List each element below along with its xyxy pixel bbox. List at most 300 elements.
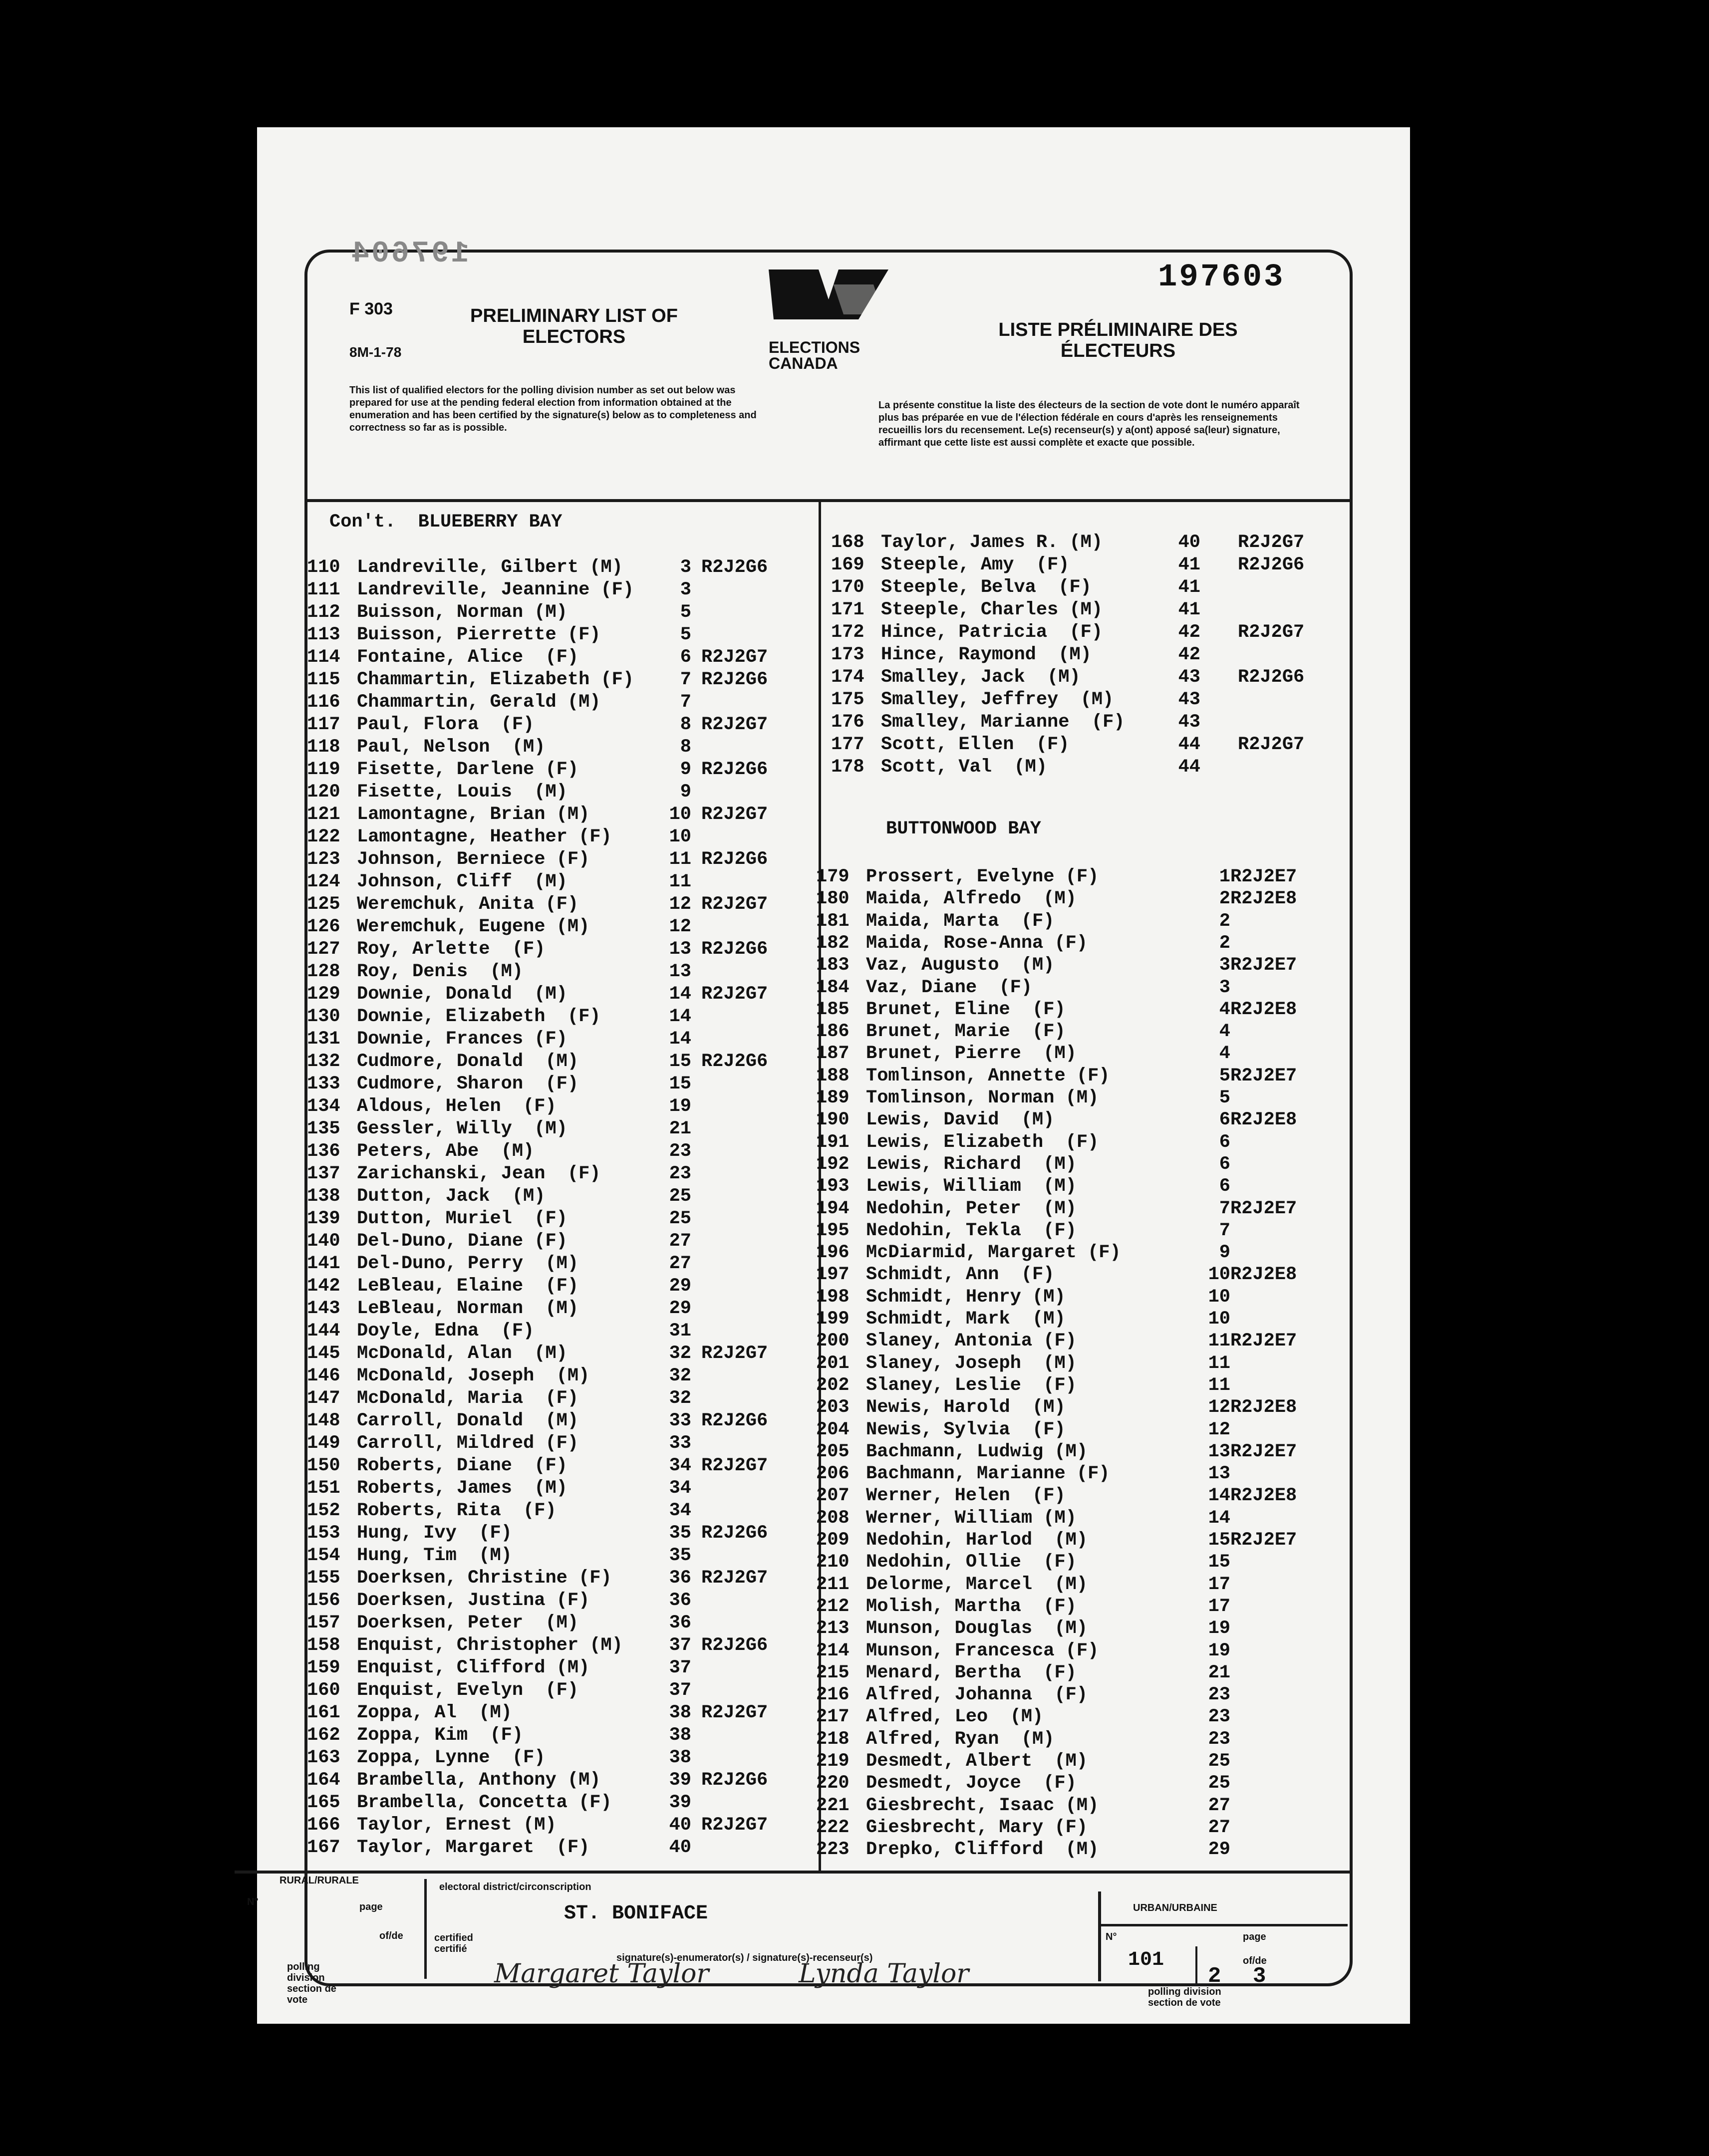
elector-postal-code: R2J2G7	[701, 894, 768, 915]
elector-poll-number: 3	[680, 557, 691, 578]
elector-number: 111	[307, 579, 340, 600]
elector-name: Zoppa, Lynne (F)	[357, 1747, 546, 1768]
elector-name: Giesbrecht, Isaac (M)	[866, 1795, 1099, 1816]
elector-poll-number: 4	[1219, 1043, 1230, 1065]
elector-name: Delorme, Marcel (M)	[866, 1574, 1088, 1595]
elector-name: Johnson, Berniece (F)	[357, 849, 590, 870]
elector-number: 125	[307, 894, 340, 915]
elector-poll-number: 11	[1208, 1331, 1230, 1352]
elector-name: Alfred, Johanna (F)	[866, 1684, 1088, 1706]
elector-name: Alfred, Leo (M)	[866, 1706, 1044, 1728]
elector-poll-number: 40	[669, 1815, 691, 1836]
elector-number: 181	[816, 910, 850, 932]
intro-text-english: This list of qualified electors for the polling division number as set out below was prepared for use at the pending federal election from information obtained at the enumeration and has been certified by the signature(s) below as to completeness and correctness so far as is possible.	[349, 385, 757, 433]
elector-number: 155	[307, 1568, 340, 1589]
elector-poll-number: 38	[669, 1702, 691, 1723]
right-column-heading: BUTTONWOOD BAY	[886, 818, 1041, 839]
elector-poll-number: 43	[1178, 712, 1200, 733]
elector-number: 129	[307, 984, 340, 1005]
elector-number: 121	[307, 804, 340, 825]
elector-name: Johnson, Cliff (M)	[357, 871, 568, 892]
elector-number: 194	[816, 1198, 850, 1219]
elector-name: Dutton, Jack (M)	[357, 1186, 546, 1207]
urban-box-left	[1098, 1891, 1101, 1981]
elector-name: Del-Duno, Diane (F)	[357, 1231, 568, 1252]
elector-poll-number: 4	[1219, 1021, 1230, 1043]
elector-number: 180	[816, 888, 850, 910]
elector-name: Schmidt, Mark (M)	[866, 1309, 1066, 1330]
elector-postal-code: R2J2E8	[1230, 888, 1297, 910]
elector-poll-number: 11	[1208, 1374, 1230, 1396]
urban-box-top	[1098, 1924, 1348, 1926]
elector-poll-number: 5	[680, 602, 691, 623]
elector-name: Roberts, Diane (F)	[357, 1455, 568, 1476]
elector-number: 158	[307, 1635, 340, 1656]
elector-name: Munson, Francesca (F)	[866, 1640, 1099, 1661]
elector-poll-number: 27	[1208, 1817, 1230, 1838]
elector-number: 207	[816, 1485, 850, 1507]
elector-poll-number: 37	[669, 1657, 691, 1678]
elector-number: 205	[816, 1441, 850, 1462]
title-english: PRELIMINARY LIST OF ELECTORS	[470, 305, 678, 347]
elector-poll-number: 29	[669, 1276, 691, 1297]
elector-number: 176	[831, 712, 864, 733]
elector-poll-number: 6	[1219, 1153, 1230, 1175]
elector-poll-number: 25	[669, 1186, 691, 1207]
elector-poll-number: 23	[1208, 1706, 1230, 1728]
elector-number: 162	[307, 1725, 340, 1746]
elector-number: 202	[816, 1374, 850, 1396]
elector-number: 195	[816, 1220, 850, 1241]
elector-name: Lewis, Elizabeth (F)	[866, 1131, 1099, 1153]
elector-name: Vaz, Diane (F)	[866, 977, 1033, 998]
elector-poll-number: 10	[1208, 1309, 1230, 1330]
elector-name: Taylor, Ernest (M)	[357, 1815, 557, 1836]
elector-poll-number: 39	[669, 1792, 691, 1813]
elector-number: 161	[307, 1702, 340, 1723]
elector-poll-number: 27	[669, 1231, 691, 1252]
elector-postal-code: R2J2G7	[701, 1702, 768, 1723]
elector-number: 128	[307, 961, 340, 982]
form-number: F 303	[349, 299, 393, 318]
elector-name: Weremchuk, Anita (F)	[357, 894, 579, 915]
elector-name: Werner, Helen (F)	[866, 1485, 1066, 1507]
elector-number: 165	[307, 1792, 340, 1813]
elector-poll-number: 15	[1208, 1552, 1230, 1573]
elector-number: 131	[307, 1029, 340, 1050]
elector-postal-code: R2J2E7	[1230, 1530, 1297, 1551]
elector-poll-number: 6	[1219, 1131, 1230, 1153]
elector-name: Downie, Frances (F)	[357, 1029, 568, 1050]
elector-postal-code: R2J2G7	[701, 1815, 768, 1836]
header-divider	[304, 499, 1353, 502]
elector-number: 212	[816, 1596, 850, 1617]
elector-poll-number: 11	[669, 871, 691, 892]
elector-name: Zarichanski, Jean (F)	[357, 1163, 601, 1184]
elector-name: Bachmann, Ludwig (M)	[866, 1441, 1088, 1462]
elector-number: 177	[831, 734, 864, 755]
elector-number: 198	[816, 1286, 850, 1308]
elector-number: 159	[307, 1657, 340, 1678]
elector-poll-number: 6	[1219, 1109, 1230, 1131]
elector-number: 173	[831, 644, 864, 665]
elector-number: 214	[816, 1640, 850, 1661]
elector-poll-number: 14	[669, 1006, 691, 1027]
elector-number: 120	[307, 782, 340, 803]
elector-poll-number: 15	[669, 1051, 691, 1072]
elector-name: Desmedt, Albert (M)	[866, 1751, 1088, 1772]
certified-label: certified certifié	[434, 1932, 473, 1954]
elector-number: 218	[816, 1728, 850, 1750]
elector-number: 153	[307, 1523, 340, 1544]
elector-number: 148	[307, 1410, 340, 1431]
elector-name: Lamontagne, Heather (F)	[357, 826, 612, 847]
serial-number: 197603	[1158, 260, 1285, 295]
page-number: 2	[1208, 1964, 1221, 1989]
elector-number: 110	[307, 557, 340, 578]
elector-poll-number: 13	[669, 939, 691, 960]
elector-number: 122	[307, 826, 340, 847]
elector-poll-number: 25	[1208, 1773, 1230, 1794]
elector-postal-code: R2J2E8	[1230, 1264, 1297, 1286]
elector-poll-number: 42	[1178, 622, 1200, 643]
elector-poll-number: 6	[680, 647, 691, 668]
elector-name: Prossert, Evelyne (F)	[866, 866, 1099, 887]
elector-poll-number: 15	[1208, 1530, 1230, 1551]
elector-number: 118	[307, 737, 340, 758]
elector-number: 112	[307, 602, 340, 623]
elector-postal-code: R2J2E8	[1230, 999, 1297, 1020]
elector-number: 200	[816, 1331, 850, 1352]
elector-number: 160	[307, 1680, 340, 1701]
elector-poll-number: 41	[1178, 599, 1200, 620]
elector-number: 187	[816, 1043, 850, 1065]
elector-name: Taylor, James R. (M)	[881, 532, 1103, 553]
elector-postal-code: R2J2G6	[701, 849, 768, 870]
elector-number: 146	[307, 1365, 340, 1386]
elector-name: Dutton, Muriel (F)	[357, 1208, 568, 1229]
elector-number: 223	[816, 1839, 850, 1861]
elector-number: 134	[307, 1096, 340, 1117]
elector-name: Downie, Donald (M)	[357, 984, 568, 1005]
elector-name: Maida, Marta (F)	[866, 910, 1055, 932]
left-elector-list	[307, 556, 816, 1864]
elector-postal-code: R2J2E7	[1230, 1441, 1297, 1462]
elector-number: 113	[307, 624, 340, 645]
elector-postal-code: R2J2G7	[701, 984, 768, 1005]
elector-number: 220	[816, 1773, 850, 1794]
urban-label: URBAN/URBAINE	[1133, 1902, 1217, 1913]
elector-poll-number: 11	[669, 849, 691, 870]
elector-poll-number: 41	[1178, 554, 1200, 575]
elector-name: Brunet, Pierre (M)	[866, 1043, 1077, 1065]
elector-postal-code: R2J2G6	[701, 1523, 768, 1544]
elector-postal-code: R2J2E7	[1230, 1198, 1297, 1219]
elector-poll-number: 10	[669, 804, 691, 825]
elector-name: Maida, Alfredo (M)	[866, 888, 1077, 910]
elector-name: Brunet, Eline (F)	[866, 999, 1066, 1020]
urban-polling-label: polling division section de vote	[1148, 1986, 1221, 2008]
elector-name: McDiarmid, Margaret (F)	[866, 1242, 1121, 1264]
elector-poll-number: 3	[1219, 955, 1230, 976]
elector-name: Werner, William (M)	[866, 1507, 1077, 1529]
elector-name: Desmedt, Joyce (F)	[866, 1773, 1077, 1794]
elector-poll-number: 10	[1208, 1264, 1230, 1286]
elector-poll-number: 7	[680, 669, 691, 690]
elector-poll-number: 23	[669, 1141, 691, 1162]
elector-number: 209	[816, 1530, 850, 1551]
elector-number: 132	[307, 1051, 340, 1072]
elector-name: Paul, Flora (F)	[357, 714, 535, 735]
elector-number: 192	[816, 1153, 850, 1175]
elector-postal-code: R2J2G7	[701, 714, 768, 735]
left-column-heading: Con't. BLUEBERRY BAY	[329, 512, 563, 533]
elector-name: Smalley, Marianne (F)	[881, 712, 1125, 733]
rural-label: RURAL/RURALE	[280, 1875, 359, 1886]
elector-number: 163	[307, 1747, 340, 1768]
elector-postal-code: R2J2G6	[1238, 554, 1305, 575]
elector-number: 116	[307, 692, 340, 713]
elector-postal-code: R2J2E8	[1230, 1485, 1297, 1507]
elector-postal-code: R2J2E8	[1230, 1397, 1297, 1418]
elector-name: Brambella, Anthony (M)	[357, 1770, 601, 1791]
elector-number: 156	[307, 1590, 340, 1611]
elector-name: Slaney, Leslie (F)	[866, 1374, 1077, 1396]
elector-name: Fisette, Darlene (F)	[357, 759, 579, 780]
elector-number: 183	[816, 955, 850, 976]
elector-poll-number: 29	[1208, 1839, 1230, 1861]
elector-poll-number: 9	[680, 782, 691, 803]
elector-name: Hung, Tim (M)	[357, 1545, 512, 1566]
elector-poll-number: 37	[669, 1680, 691, 1701]
elector-poll-number: 41	[1178, 577, 1200, 598]
elector-postal-code: R2J2G6	[701, 1770, 768, 1791]
elector-name: Menard, Bertha (F)	[866, 1662, 1077, 1683]
elector-poll-number: 7	[1219, 1198, 1230, 1219]
rural-box-right	[424, 1879, 427, 1979]
elector-name: Enquist, Christopher (M)	[357, 1635, 623, 1656]
elector-name: Nedohin, Tekla (F)	[866, 1220, 1077, 1241]
elector-name: McDonald, Joseph (M)	[357, 1365, 590, 1386]
elector-postal-code: R2J2E7	[1230, 1331, 1297, 1352]
elector-name: Doerksen, Christine (F)	[357, 1568, 612, 1589]
elector-name: McDonald, Alan (M)	[357, 1343, 568, 1364]
elector-name: Scott, Val (M)	[881, 757, 1048, 778]
elector-poll-number: 14	[669, 984, 691, 1005]
elector-number: 157	[307, 1613, 340, 1633]
rural-of-label: of/de	[379, 1930, 403, 1941]
elector-poll-number: 12	[669, 894, 691, 915]
elector-number: 154	[307, 1545, 340, 1566]
elector-poll-number: 36	[669, 1590, 691, 1611]
elector-name: Molish, Martha (F)	[866, 1596, 1077, 1617]
elector-number: 184	[816, 977, 850, 998]
elector-number: 149	[307, 1433, 340, 1454]
elector-poll-number: 32	[669, 1365, 691, 1386]
elector-number: 138	[307, 1186, 340, 1207]
elector-number: 166	[307, 1815, 340, 1836]
elector-name: Enquist, Evelyn (F)	[357, 1680, 579, 1701]
elector-number: 130	[307, 1006, 340, 1027]
elector-name: Hince, Patricia (F)	[881, 622, 1103, 643]
elector-poll-number: 34	[669, 1478, 691, 1499]
elector-postal-code: R2J2G6	[701, 1410, 768, 1431]
elector-poll-number: 39	[669, 1770, 691, 1791]
elector-postal-code: R2J2E7	[1230, 955, 1297, 976]
elector-postal-code: R2J2G7	[1238, 734, 1305, 755]
elector-name: Maida, Rose-Anna (F)	[866, 932, 1088, 954]
elector-poll-number: 6	[1219, 1176, 1230, 1197]
elector-poll-number: 10	[1208, 1286, 1230, 1308]
elector-name: Slaney, Antonia (F)	[866, 1331, 1077, 1352]
elector-number: 115	[307, 669, 340, 690]
elector-number: 167	[307, 1837, 340, 1858]
elector-name: Drepko, Clifford (M)	[866, 1839, 1099, 1861]
elector-name: Nedohin, Ollie (F)	[866, 1552, 1077, 1573]
district-value: ST. BONIFACE	[564, 1902, 708, 1925]
elector-poll-number: 33	[669, 1410, 691, 1431]
elector-name: Steeple, Amy (F)	[881, 554, 1070, 575]
elector-name: Chammartin, Elizabeth (F)	[357, 669, 634, 690]
elector-number: 208	[816, 1507, 850, 1529]
elector-postal-code: R2J2G7	[1238, 532, 1305, 553]
elector-poll-number: 5	[1219, 1087, 1230, 1108]
elector-poll-number: 12	[1208, 1397, 1230, 1418]
elector-name: Lamontagne, Brian (M)	[357, 804, 590, 825]
elector-number: 171	[831, 599, 864, 620]
elector-name: Enquist, Clifford (M)	[357, 1657, 590, 1678]
elector-postal-code: R2J2G7	[1238, 622, 1305, 643]
elector-poll-number: 9	[680, 759, 691, 780]
elector-poll-number: 7	[1219, 1220, 1230, 1241]
elector-name: Buisson, Norman (M)	[357, 602, 568, 623]
elector-poll-number: 4	[1219, 999, 1230, 1020]
elector-number: 222	[816, 1817, 850, 1838]
elector-poll-number: 27	[669, 1253, 691, 1274]
elector-poll-number: 44	[1178, 734, 1200, 755]
elector-number: 188	[816, 1065, 850, 1086]
elector-name: Newis, Harold (M)	[866, 1397, 1066, 1418]
elector-name: Zoppa, Kim (F)	[357, 1725, 524, 1746]
elector-poll-number: 17	[1208, 1574, 1230, 1595]
elector-name: Slaney, Joseph (M)	[866, 1352, 1077, 1374]
elector-number: 199	[816, 1309, 850, 1330]
signature-1: Margaret Taylor	[494, 1959, 709, 1989]
elector-name: McDonald, Maria (F)	[357, 1388, 579, 1409]
elector-number: 175	[831, 689, 864, 710]
elector-poll-number: 15	[669, 1074, 691, 1094]
elector-name: Carroll, Mildred (F)	[357, 1433, 579, 1454]
elector-number: 191	[816, 1131, 850, 1153]
elector-name: Tomlinson, Annette (F)	[866, 1065, 1110, 1086]
elector-name: Steeple, Belva (F)	[881, 577, 1092, 598]
elector-name: Newis, Sylvia (F)	[866, 1419, 1066, 1440]
elector-number: 135	[307, 1118, 340, 1139]
logo-text: ELECTIONS CANADA	[769, 338, 860, 372]
footer-divider	[235, 1871, 1353, 1874]
elector-number: 210	[816, 1552, 850, 1573]
elector-poll-number: 34	[669, 1455, 691, 1476]
elector-poll-number: 2	[1219, 910, 1230, 932]
elector-poll-number: 19	[669, 1096, 691, 1117]
elector-poll-number: 3	[680, 579, 691, 600]
signatures-label: signature(s)-enumerator(s) / signature(s)-recenseur(s)	[616, 1952, 873, 1963]
elector-number: 170	[831, 577, 864, 598]
elector-poll-number: 36	[669, 1568, 691, 1589]
elector-number: 169	[831, 554, 864, 575]
elector-name: Lewis, Richard (M)	[866, 1153, 1077, 1175]
elector-poll-number: 5	[1219, 1065, 1230, 1086]
elector-number: 119	[307, 759, 340, 780]
elector-name: Lewis, William (M)	[866, 1176, 1077, 1197]
elector-name: Landreville, Gilbert (M)	[357, 557, 623, 578]
elector-poll-number: 25	[669, 1208, 691, 1229]
elector-number: 216	[816, 1684, 850, 1706]
elector-number: 141	[307, 1253, 340, 1274]
elector-name: Doerksen, Justina (F)	[357, 1590, 590, 1611]
elector-number: 143	[307, 1298, 340, 1319]
elector-poll-number: 44	[1178, 757, 1200, 778]
elector-poll-number: 2	[1219, 932, 1230, 954]
elector-number: 117	[307, 714, 340, 735]
elector-poll-number: 8	[680, 737, 691, 758]
elector-number: 201	[816, 1352, 850, 1374]
elector-name: Brunet, Marie (F)	[866, 1021, 1066, 1043]
elector-name: Aldous, Helen (F)	[357, 1096, 557, 1117]
elector-number: 164	[307, 1770, 340, 1791]
elector-name: Smalley, Jeffrey (M)	[881, 689, 1114, 710]
elector-number: 114	[307, 647, 340, 668]
elector-postal-code: R2J2G7	[701, 647, 768, 668]
elector-number: 127	[307, 939, 340, 960]
elector-name: Hince, Raymond (M)	[881, 644, 1092, 665]
elector-number: 142	[307, 1276, 340, 1297]
elector-number: 124	[307, 871, 340, 892]
elector-poll-number: 21	[1208, 1662, 1230, 1683]
elector-number: 182	[816, 932, 850, 954]
elector-poll-number: 13	[669, 961, 691, 982]
elector-number: 123	[307, 849, 340, 870]
elector-name: Scott, Ellen (F)	[881, 734, 1070, 755]
elector-poll-number: 14	[1208, 1485, 1230, 1507]
elector-number: 213	[816, 1618, 850, 1639]
elector-name: Alfred, Ryan (M)	[866, 1728, 1055, 1750]
elector-name: Hung, Ivy (F)	[357, 1523, 512, 1544]
elector-poll-number: 2	[1219, 888, 1230, 910]
elector-name: Gessler, Willy (M)	[357, 1118, 568, 1139]
elector-number: 204	[816, 1419, 850, 1440]
elector-name: Schmidt, Ann (F)	[866, 1264, 1055, 1286]
intro-text-french: La présente constitue la liste des électeurs de la section de vote dont le numéro apparaît plus bas préparée en vue de l'élection fédérale en cours d'après les renseignements recueillis lors du recensement. Le(s) recenseur(s) y a(ont) apposé sa(leur) signature, affirmant que cette liste est aussi complète et exacte que possible.	[878, 400, 1300, 448]
elector-poll-number: 7	[680, 692, 691, 713]
elector-number: 186	[816, 1021, 850, 1043]
rural-polling-label: polling division section de vote	[287, 1961, 336, 2005]
signature-2: Lynda Taylor	[799, 1959, 969, 1989]
elector-name: Vaz, Augusto (M)	[866, 955, 1055, 976]
elector-number: 219	[816, 1751, 850, 1772]
district-label: electoral district/circonscription	[439, 1882, 591, 1892]
elector-name: Cudmore, Sharon (F)	[357, 1074, 579, 1094]
elector-poll-number: 37	[669, 1635, 691, 1656]
elector-number: 126	[307, 916, 340, 937]
elector-poll-number: 13	[1208, 1441, 1230, 1462]
elector-number: 144	[307, 1321, 340, 1342]
elector-poll-number: 31	[669, 1321, 691, 1342]
right-elector-list-bottom	[816, 866, 1340, 1864]
elector-name: Zoppa, Al (M)	[357, 1702, 512, 1723]
urban-no-label: N°	[1106, 1931, 1117, 1942]
elector-poll-number: 32	[669, 1388, 691, 1409]
